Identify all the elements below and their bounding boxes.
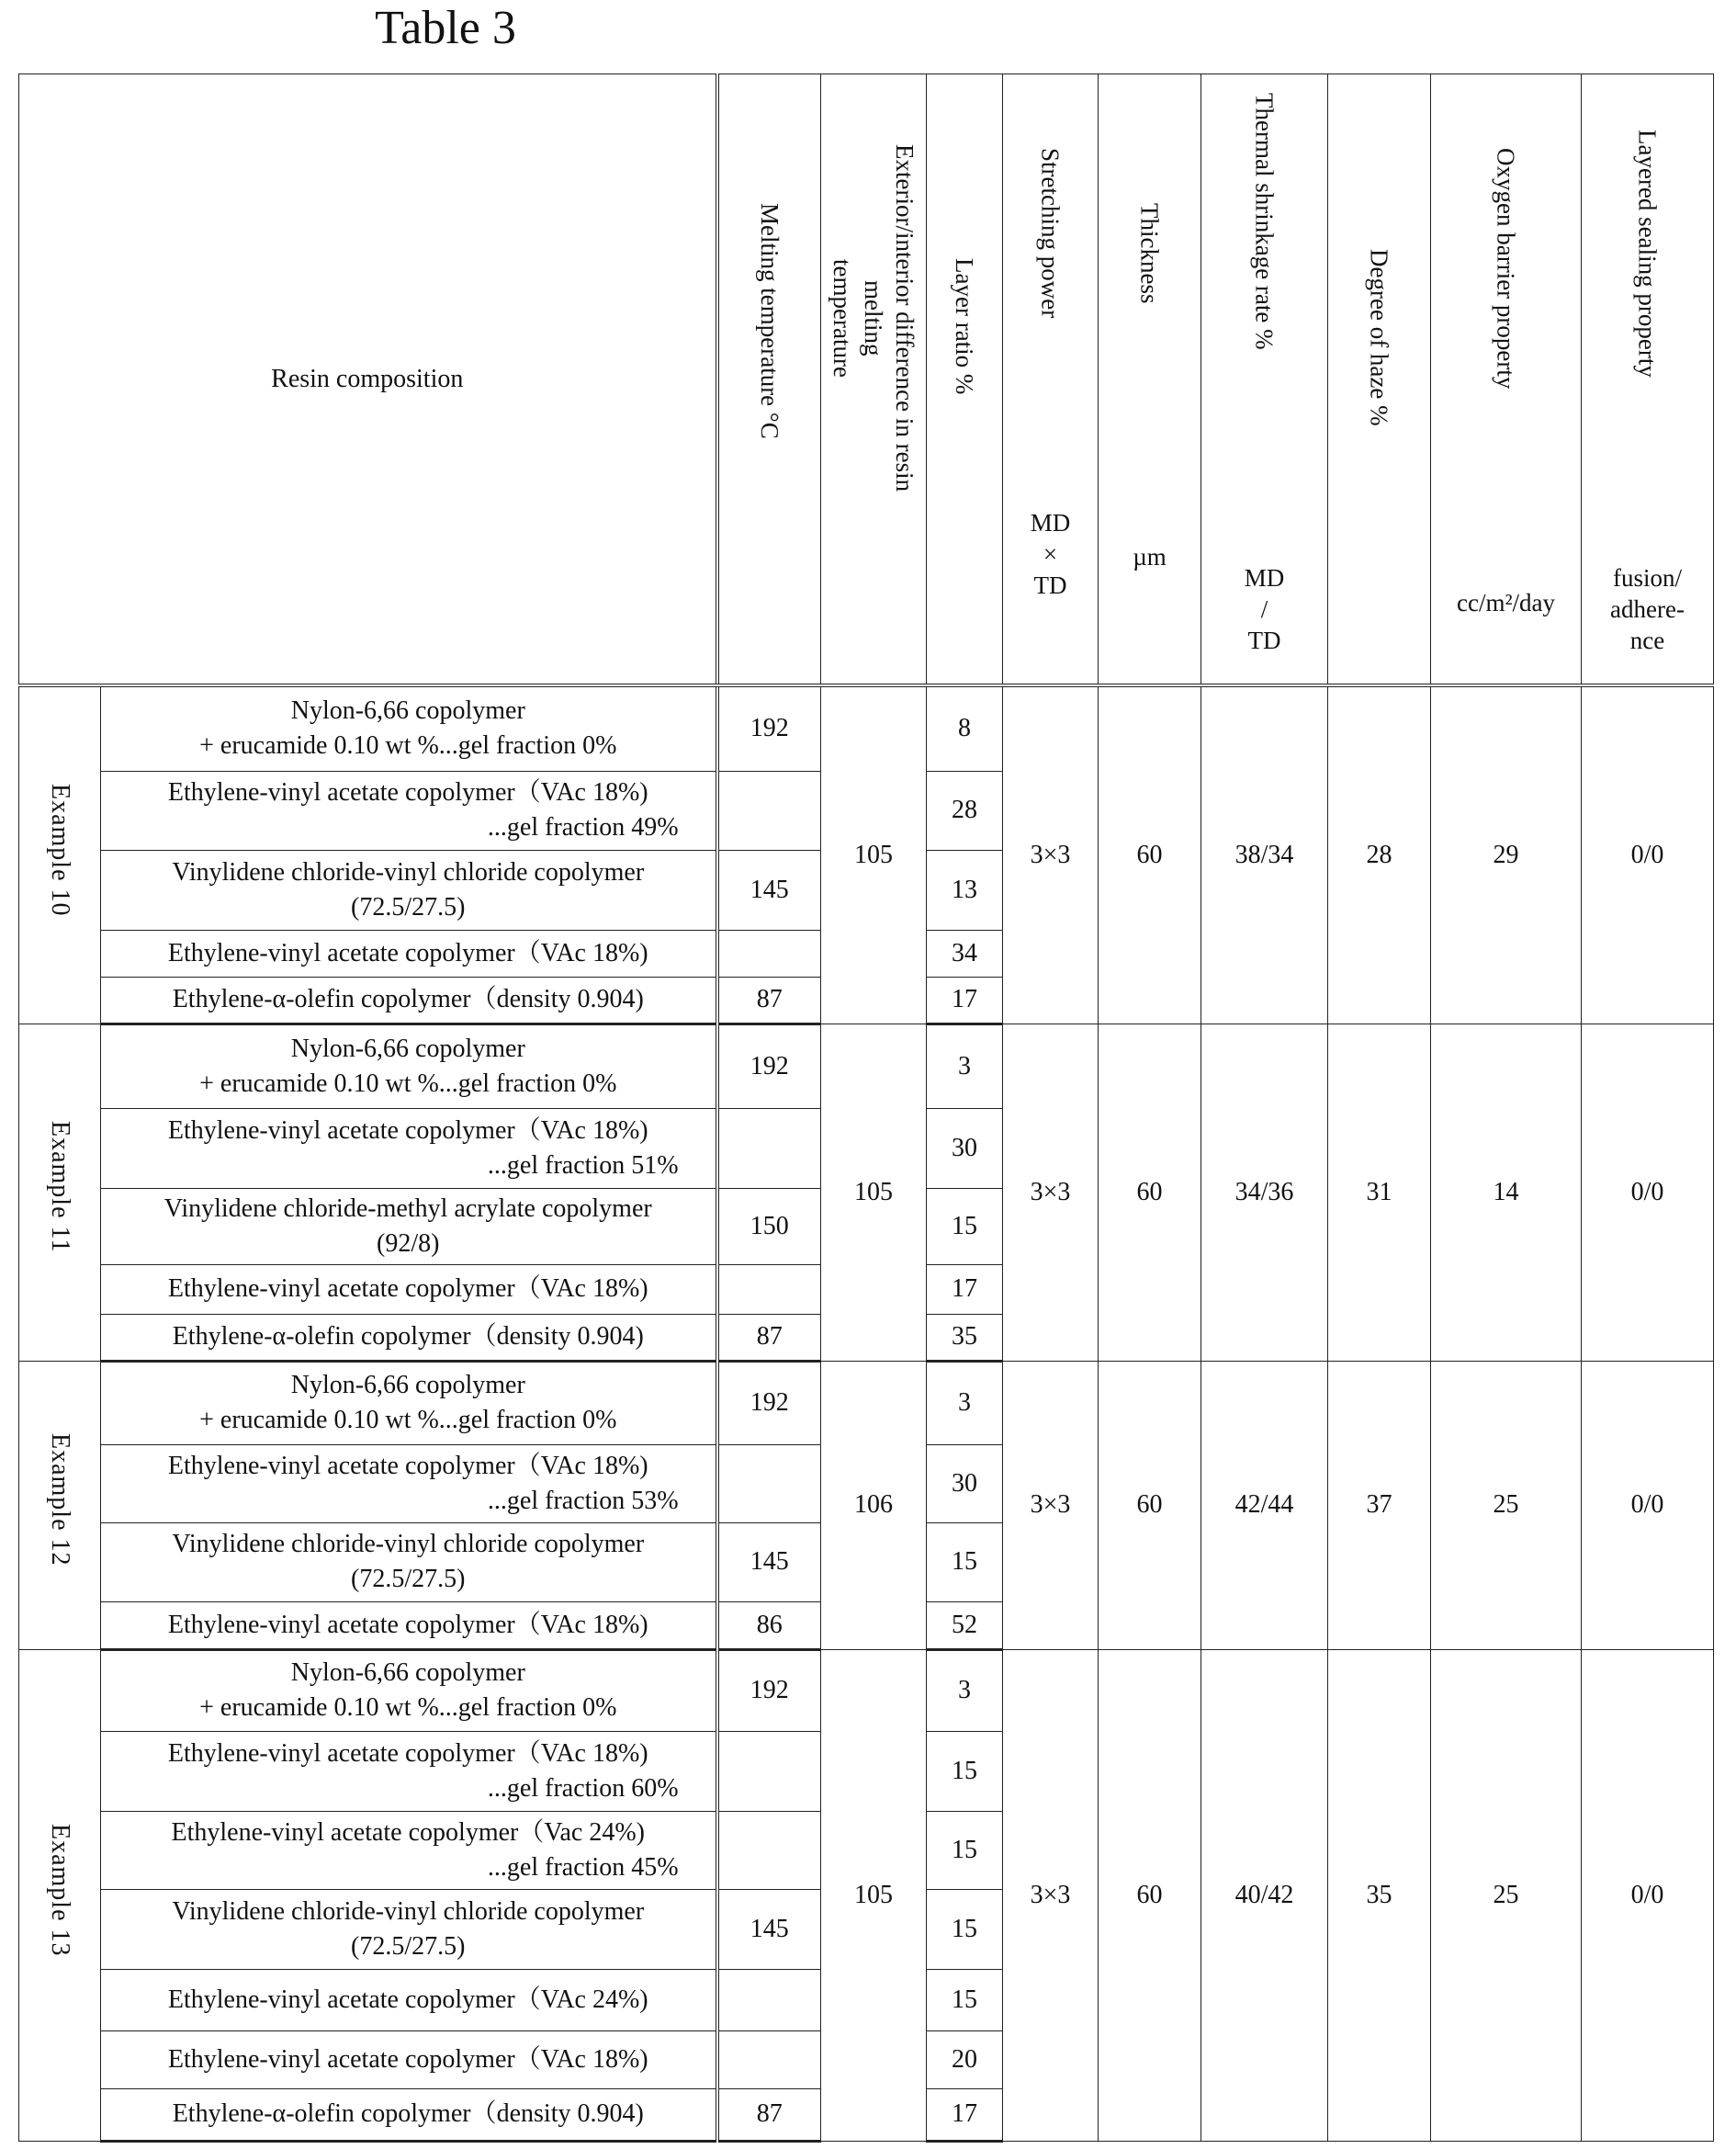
layer-ratio-cell: 3 [927, 1361, 1003, 1444]
resin-name: Ethylene-vinyl acetate copolymer（VAc 18%) [167, 1451, 648, 1480]
header-stretch-label: Stretching power [1036, 148, 1065, 319]
resin-composition-cell [101, 1264, 717, 1314]
header-resin-composition [19, 74, 717, 686]
resin-detail: ...gel fraction 51% [487, 1150, 679, 1180]
header-sealing-unit: fusion/ adhere- nce [1610, 564, 1685, 654]
layered-sealing-cell: 0/0 [1582, 1024, 1714, 1361]
oxygen-barrier-cell: 25 [1431, 1361, 1582, 1649]
resin-composition-cell [101, 977, 717, 1024]
header-row [19, 74, 1714, 686]
table-row [19, 685, 1714, 771]
layered-sealing-cell: 0/0 [1582, 1649, 1714, 2141]
oxygen-barrier-cell: 29 [1431, 685, 1582, 1024]
resin-composition-cell [101, 1024, 717, 1108]
resin-name: Nylon-6,66 copolymer [290, 1371, 525, 1399]
melting-temperature-cell: 192 [717, 685, 821, 771]
resin-composition-cell [101, 2030, 717, 2088]
haze-cell: 31 [1328, 1024, 1431, 1361]
resin-composition-cell [101, 930, 717, 977]
resin-composition-cell [101, 1314, 717, 1361]
layer-ratio-cell: 15 [927, 1811, 1003, 1889]
layer-ratio-cell: 35 [927, 1314, 1003, 1361]
melting-temperature-cell [717, 1108, 821, 1188]
stretching-power-cell: 3×3 [1003, 1361, 1099, 1649]
layer-ratio-cell: 28 [927, 771, 1003, 850]
header-thermal-unit: MD / TD [1244, 564, 1285, 654]
resin-name: Vinylidene chloride-vinyl chloride copolymer [172, 857, 645, 887]
thermal-shrinkage-cell: 40/42 [1201, 1649, 1328, 2141]
resin-detail: (72.5/27.5) [351, 1565, 466, 1593]
melting-temperature-cell: 87 [717, 977, 821, 1024]
header-oxygen-barrier [1431, 74, 1582, 686]
header-layer-ratio [927, 74, 1003, 686]
example-group [19, 1649, 1714, 2141]
thickness-cell: 60 [1099, 1361, 1201, 1649]
melting-temperature-cell: 150 [717, 1188, 821, 1264]
header-oxygen-unit: cc/m²/day [1456, 589, 1556, 616]
resin-composition-cell [101, 1522, 717, 1601]
header-exterior-interior-difference [821, 74, 927, 686]
example-label-cell [19, 1024, 101, 1361]
resin-name: Ethylene-vinyl acetate copolymer（VAc 18%) [167, 1115, 648, 1145]
resin-name: Ethylene-vinyl acetate copolymer（VAc 24%) [167, 1985, 648, 2014]
layer-ratio-cell: 8 [927, 685, 1003, 771]
example-label: Example 12 [46, 1433, 74, 1567]
layered-sealing-cell: 0/0 [1582, 685, 1714, 1024]
resin-composition-cell [101, 1601, 717, 1649]
resin-name: Ethylene-α-olefin copolymer（density 0.904) [172, 985, 644, 1013]
melting-temperature-cell: 86 [717, 1601, 821, 1649]
thickness-cell: 60 [1099, 1649, 1201, 2141]
layer-ratio-cell: 30 [927, 1108, 1003, 1188]
melting-temperature-cell [717, 930, 821, 977]
results-table [18, 74, 1714, 2143]
melting-temperature-cell: 145 [717, 850, 821, 930]
melting-temperature-cell [717, 1811, 821, 1889]
resin-name: Vinylidene chloride-vinyl chloride copolymer [172, 1896, 645, 1926]
layer-ratio-cell: 17 [927, 1264, 1003, 1314]
resin-composition-cell [101, 850, 717, 930]
resin-name: Nylon-6,66 copolymer [290, 1034, 525, 1063]
resin-name: Nylon-6,66 copolymer [290, 696, 525, 726]
resin-composition-cell [101, 1731, 717, 1811]
resin-detail: + erucamide 0.10 wt %...gel fraction 0% [199, 1693, 617, 1722]
resin-composition-cell [101, 1188, 717, 1264]
resin-name: Ethylene-α-olefin copolymer（density 0.904) [172, 1322, 644, 1351]
layer-ratio-cell: 13 [927, 850, 1003, 930]
header-thermal-shrinkage [1201, 74, 1328, 686]
exterior-interior-difference-cell: 105 [821, 685, 927, 1024]
example-label: Example 11 [46, 1121, 74, 1253]
example-label: Example 13 [46, 1823, 74, 1957]
example-label: Example 10 [46, 783, 74, 917]
melting-temperature-cell [717, 771, 821, 850]
resin-detail: (72.5/27.5) [351, 892, 466, 922]
thickness-cell: 60 [1099, 1024, 1201, 1361]
melting-temperature-cell: 87 [717, 1314, 821, 1361]
layer-ratio-cell: 17 [927, 2088, 1003, 2141]
header-melting-temperature [717, 74, 821, 686]
resin-name: Ethylene-vinyl acetate copolymer（VAc 18%) [167, 938, 648, 967]
header-resin-label: Resin composition [271, 364, 464, 393]
oxygen-barrier-cell: 25 [1431, 1649, 1582, 2141]
melting-temperature-cell: 192 [717, 1024, 821, 1108]
layer-ratio-cell: 52 [927, 1601, 1003, 1649]
layer-ratio-cell: 15 [927, 1731, 1003, 1811]
melting-temperature-cell: 145 [717, 1889, 821, 1969]
melting-temperature-cell: 145 [717, 1522, 821, 1601]
resin-composition-cell [101, 1811, 717, 1889]
resin-detail: (72.5/27.5) [351, 1931, 466, 1961]
resin-detail: + erucamide 0.10 wt %...gel fraction 0% [199, 1069, 617, 1098]
resin-name: Ethylene-vinyl acetate copolymer（VAc 18%) [167, 1274, 648, 1303]
header-haze-label: Degree of haze % [1365, 249, 1393, 426]
header-exterior-label: Exterior/interior difference in resin melting temperature [829, 143, 919, 492]
header-layered-sealing [1582, 74, 1714, 686]
header-oxygen-label: Oxygen barrier property [1492, 148, 1520, 390]
table-row [19, 1361, 1714, 1444]
resin-detail: ...gel fraction 60% [487, 1773, 679, 1803]
header-stretch-unit: MD × TD [1030, 509, 1071, 599]
resin-name: Ethylene-vinyl acetate copolymer（Vac 24%) [171, 1817, 645, 1847]
exterior-interior-difference-cell: 105 [821, 1649, 927, 2141]
layered-sealing-cell: 0/0 [1582, 1361, 1714, 1649]
header-sealing-label: Layered sealing property [1633, 130, 1662, 378]
resin-name: Ethylene-vinyl acetate copolymer（VAc 18%) [167, 1738, 648, 1768]
table-title: Table 3 [375, 2, 516, 54]
resin-detail: + erucamide 0.10 wt %...gel fraction 0% [199, 731, 617, 761]
resin-composition-cell [101, 1444, 717, 1522]
resin-composition-cell [101, 1361, 717, 1444]
example-label-cell [19, 685, 101, 1024]
resin-name: Vinylidene chloride-vinyl chloride copolymer [172, 1530, 645, 1558]
stretching-power-cell: 3×3 [1003, 1649, 1099, 2141]
header-thickness-label: Thickness [1135, 203, 1164, 304]
header-thickness [1099, 74, 1201, 686]
melting-temperature-cell [717, 2030, 821, 2088]
example-group [19, 685, 1714, 1024]
thermal-shrinkage-cell: 34/36 [1201, 1024, 1328, 1361]
resin-name: Ethylene-vinyl acetate copolymer（VAc 18%) [167, 1610, 648, 1639]
layer-ratio-cell: 17 [927, 977, 1003, 1024]
example-group [19, 1361, 1714, 1649]
resin-detail: (92/8) [377, 1228, 440, 1258]
resin-detail: ...gel fraction 53% [487, 1486, 679, 1515]
header-degree-of-haze [1328, 74, 1431, 686]
layer-ratio-cell: 15 [927, 1889, 1003, 1969]
haze-cell: 37 [1328, 1361, 1431, 1649]
haze-cell: 35 [1328, 1649, 1431, 2141]
resin-name: Vinylidene chloride-methyl acrylate copolymer [163, 1193, 652, 1223]
header-layer-label: Layer ratio % [951, 258, 979, 395]
example-label-cell [19, 1649, 101, 2141]
layer-ratio-cell: 3 [927, 1024, 1003, 1108]
melting-temperature-cell [717, 1969, 821, 2030]
resin-composition-cell [101, 1108, 717, 1188]
layer-ratio-cell: 20 [927, 2030, 1003, 2088]
layer-ratio-cell: 15 [927, 1522, 1003, 1601]
exterior-interior-difference-cell: 105 [821, 1024, 927, 1361]
resin-detail: ...gel fraction 49% [487, 813, 679, 842]
example-label-cell [19, 1361, 101, 1649]
melting-temperature-cell [717, 1731, 821, 1811]
resin-composition-cell [101, 1969, 717, 2030]
resin-name: Ethylene-vinyl acetate copolymer（VAc 18%) [167, 778, 648, 807]
exterior-interior-difference-cell: 106 [821, 1361, 927, 1649]
melting-temperature-cell: 192 [717, 1361, 821, 1444]
layer-ratio-cell: 15 [927, 1969, 1003, 2030]
stretching-power-cell: 3×3 [1003, 685, 1099, 1024]
haze-cell: 28 [1328, 685, 1431, 1024]
resin-detail: + erucamide 0.10 wt %...gel fraction 0% [199, 1406, 617, 1434]
resin-composition-cell [101, 2088, 717, 2141]
resin-composition-cell [101, 771, 717, 850]
table-row [19, 1024, 1714, 1108]
thermal-shrinkage-cell: 38/34 [1201, 685, 1328, 1024]
resin-detail: ...gel fraction 45% [487, 1852, 679, 1882]
header-melting-label: Melting temperature °C [755, 203, 783, 439]
layer-ratio-cell: 30 [927, 1444, 1003, 1522]
layer-ratio-cell: 34 [927, 930, 1003, 977]
resin-name: Ethylene-vinyl acetate copolymer（VAc 18%) [167, 2044, 648, 2074]
header-stretching-power [1003, 74, 1099, 686]
resin-name: Nylon-6,66 copolymer [290, 1658, 525, 1687]
layer-ratio-cell: 3 [927, 1649, 1003, 1731]
melting-temperature-cell [717, 1444, 821, 1522]
layer-ratio-cell: 15 [927, 1188, 1003, 1264]
table-row [19, 1649, 1714, 1731]
resin-composition-cell [101, 685, 717, 771]
oxygen-barrier-cell: 14 [1431, 1024, 1582, 1361]
header-thermal-label: Thermal shrinkage rate % [1250, 93, 1279, 350]
thermal-shrinkage-cell: 42/44 [1201, 1361, 1328, 1649]
example-group [19, 1024, 1714, 1361]
stretching-power-cell: 3×3 [1003, 1024, 1099, 1361]
resin-composition-cell [101, 1649, 717, 1731]
header-thickness-unit: µm [1133, 543, 1167, 571]
thickness-cell: 60 [1099, 685, 1201, 1024]
melting-temperature-cell: 87 [717, 2088, 821, 2141]
resin-name: Ethylene-α-olefin copolymer（density 0.904) [172, 2099, 644, 2128]
melting-temperature-cell: 192 [717, 1649, 821, 1731]
resin-composition-cell [101, 1889, 717, 1969]
melting-temperature-cell [717, 1264, 821, 1314]
